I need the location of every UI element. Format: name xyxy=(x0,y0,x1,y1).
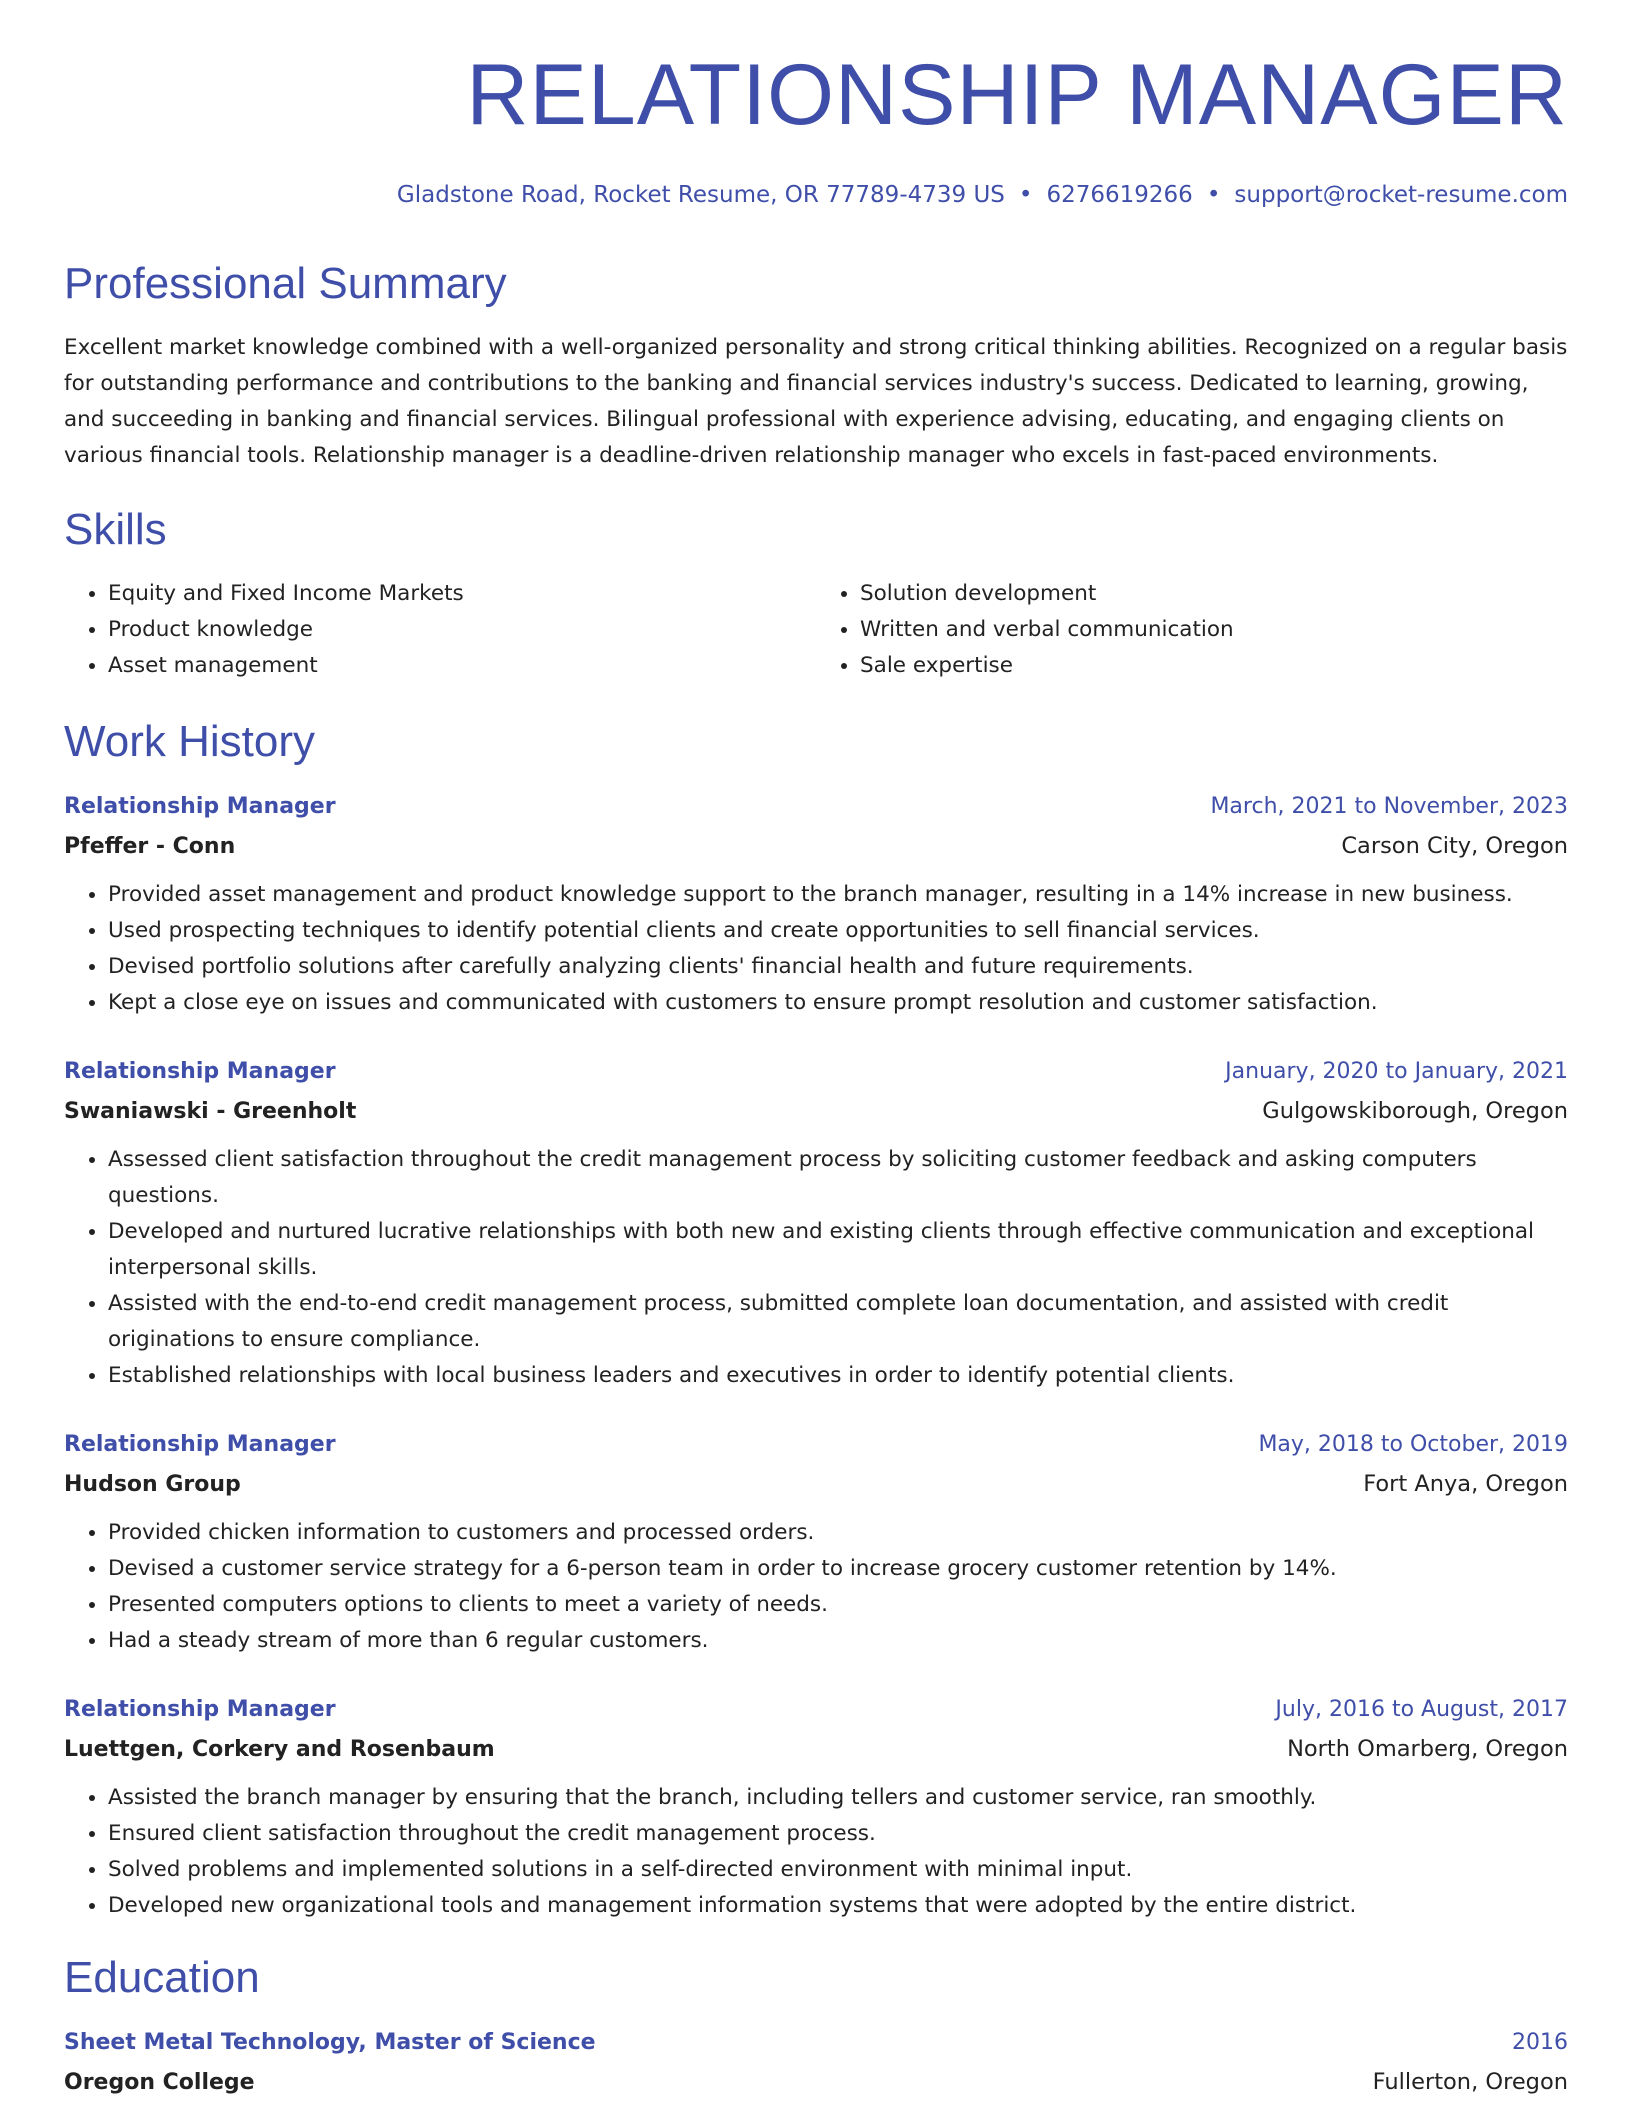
job-bullets xyxy=(64,1515,1568,1659)
job-bullet: • Established relationships with local business leaders and executives in order to identify potential clients. xyxy=(108,1358,1568,1394)
skills-columns xyxy=(64,576,1568,684)
summary-section xyxy=(64,259,1568,474)
skills-section xyxy=(64,505,1568,684)
skill-item: • Solution development xyxy=(860,576,1568,612)
job-location: Gulgowskiborough, Oregon xyxy=(1262,1098,1568,1124)
resume-title: RELATIONSHIP MANAGER xyxy=(466,47,1568,143)
contact-phone[interactable]: 6276619266 xyxy=(1046,182,1193,208)
job-title: Relationship Manager xyxy=(64,1432,336,1457)
summary-text: Excellent market knowledge combined with a well-organized personality and strong critical thinking abilities. Recognized on a regular basis for outstanding performance and contributions to the banking and financial services industry's success. Dedicated to learning, growing, and succeeding in banking and financial services. Bilingual professional with experience advising, educating, and engaging clients on various financial tools. Relationship manager is a deadline-driven relationship manager who excels in fast-paced environments. xyxy=(64,335,1568,468)
job-title: Relationship Manager xyxy=(64,1697,336,1722)
job-bullet: • Assisted the branch manager by ensuring that the branch, including tellers and customer service, ran smoothly. xyxy=(108,1780,1568,1816)
job-bullet: • Kept a close eye on issues and communicated with customers to ensure prompt resolution and customer satisfaction. xyxy=(108,985,1568,1021)
job-company-row xyxy=(64,1729,1568,1770)
skills-list-left xyxy=(64,576,816,684)
job-bullet: • Developed new organizational tools and management information systems that were adopted by the entire district. xyxy=(108,1888,1568,1924)
resume-content xyxy=(64,259,1568,2103)
job-bullet: • Assisted with the end-to-end credit management process, submitted complete loan documentation, and assisted with credit originations to ensure compliance. xyxy=(108,1286,1568,1358)
contact-line xyxy=(397,182,1568,208)
job-location: North Omarberg, Oregon xyxy=(1287,1736,1568,1762)
job-header-row xyxy=(64,1053,1568,1091)
job-company: Swaniawski - Greenholt xyxy=(64,1099,357,1124)
job-header-row xyxy=(64,788,1568,826)
job-dates: July, 2016 to August, 2017 xyxy=(1275,1697,1568,1722)
job-title: Relationship Manager xyxy=(64,1059,336,1084)
job-bullet: • Devised a customer service strategy for a 6-person team in order to increase grocery customer retention by 14%. xyxy=(108,1551,1568,1587)
skill-item: • Asset management xyxy=(108,648,816,684)
job-bullets xyxy=(64,1142,1568,1394)
job-header-row xyxy=(64,1426,1568,1464)
job-entry xyxy=(64,788,1568,1021)
section-heading-skills: Skills xyxy=(64,505,167,554)
skills-list-right xyxy=(816,576,1568,684)
job-location: Fort Anya, Oregon xyxy=(1363,1471,1568,1497)
job-bullet: • Used prospecting techniques to identify potential clients and create opportunities to sell financial services. xyxy=(108,913,1568,949)
education-degree: Sheet Metal Technology, Master of Science xyxy=(64,2030,596,2055)
job-company: Hudson Group xyxy=(64,1472,241,1497)
contact-address: Gladstone Road, Rocket Resume, OR 77789-4739 US xyxy=(396,182,1005,208)
education-location: Fullerton, Oregon xyxy=(1372,2069,1568,2095)
job-bullet: • Presented computers options to clients to meet a variety of needs. xyxy=(108,1587,1568,1623)
job-bullets xyxy=(64,1780,1568,1924)
contact-email[interactable]: support@rocket-resume.com xyxy=(1234,182,1568,208)
education-header-row xyxy=(64,2024,1568,2062)
job-dates: March, 2021 to November, 2023 xyxy=(1210,794,1568,819)
job-bullet: • Had a steady stream of more than 6 regular customers. xyxy=(108,1623,1568,1659)
job-entry xyxy=(64,1426,1568,1659)
job-bullet: • Developed and nurtured lucrative relationships with both new and existing clients through effective communication and exceptional interpersonal skills. xyxy=(108,1214,1568,1286)
education-school-row xyxy=(64,2062,1568,2103)
job-bullet: • Provided asset management and product knowledge support to the branch manager, resulting in a 14% increase in new business. xyxy=(108,877,1568,913)
education-section xyxy=(64,1953,1568,2103)
job-location: Carson City, Oregon xyxy=(1341,833,1568,859)
work-history-section xyxy=(64,717,1568,1924)
section-heading-summary: Professional Summary xyxy=(64,259,507,308)
skill-item: • Sale expertise xyxy=(860,648,1568,684)
skill-item: • Written and verbal communication xyxy=(860,612,1568,648)
job-company-row xyxy=(64,1091,1568,1132)
section-heading-work: Work History xyxy=(64,717,315,766)
job-company: Pfeffer - Conn xyxy=(64,834,236,859)
skill-item: • Equity and Fixed Income Markets xyxy=(108,576,816,612)
job-company-row xyxy=(64,1464,1568,1505)
job-dates: May, 2018 to October, 2019 xyxy=(1258,1432,1568,1457)
job-dates: January, 2020 to January, 2021 xyxy=(1225,1059,1568,1084)
education-school: Oregon College xyxy=(64,2070,255,2095)
job-title: Relationship Manager xyxy=(64,794,336,819)
job-company-row xyxy=(64,826,1568,867)
job-bullets xyxy=(64,877,1568,1021)
job-bullet: • Solved problems and implemented solutions in a self-directed environment with minimal input. xyxy=(108,1852,1568,1888)
job-company: Luettgen, Corkery and Rosenbaum xyxy=(64,1737,495,1762)
skill-item: • Product knowledge xyxy=(108,612,816,648)
job-header-row xyxy=(64,1691,1568,1729)
contact-separator: • xyxy=(1206,182,1221,208)
job-bullet: • Ensured client satisfaction throughout the credit management process. xyxy=(108,1816,1568,1852)
job-entry xyxy=(64,1053,1568,1394)
job-bullet: • Assessed client satisfaction throughout the credit management process by soliciting customer feedback and asking computers questions. xyxy=(108,1142,1568,1214)
education-year: 2016 xyxy=(1512,2030,1568,2055)
section-heading-education: Education xyxy=(64,1953,260,2002)
contact-separator: • xyxy=(1018,182,1033,208)
job-bullet: • Devised portfolio solutions after carefully analyzing clients' financial health and future requirements. xyxy=(108,949,1568,985)
job-entry xyxy=(64,1691,1568,1924)
job-bullet: • Provided chicken information to customers and processed orders. xyxy=(108,1515,1568,1551)
